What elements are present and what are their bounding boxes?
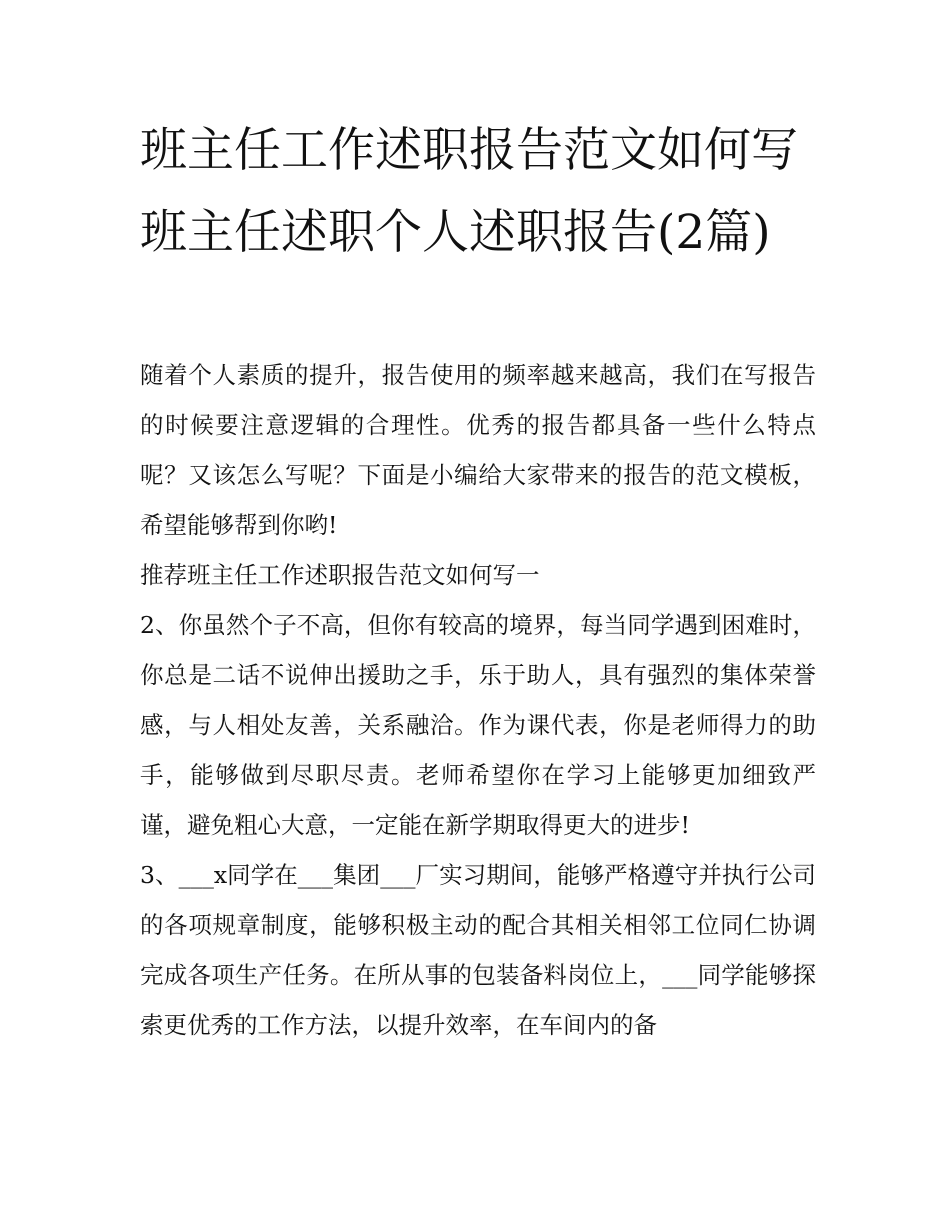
intro-paragraph: 随着个人素质的提升，报告使用的频率越来越高，我们在写报告的时候要注意逻辑的合理性。优秀的报告都具备一些什么特点呢？又该怎么写呢？下面是小编给大家带来的报告的范文模板，希望能够帮到你哟! (140, 361, 816, 539)
section-heading: 推荐班主任工作述职报告范文如何写一 (140, 561, 540, 589)
document-title: 班主任工作述职报告范文如何写 班主任述职个人述职报告(2篇) (140, 123, 798, 260)
document-body (140, 350, 816, 1050)
body-paragraph: 2、你虽然个子不高，但你有较高的境界，每当同学遇到困难时，你总是二话不说伸出援助之手，乐于助人，具有强烈的集体荣誉感，与人相处友善，关系融洽。作为课代表，你是老师得力的助手，能够做到尽职尽责。老师希望你在学习上能够更加细致严谨，避免粗心大意，一定能在新学期取得更大的进步! (140, 611, 816, 839)
body-paragraph: 3、___x同学在___集团___厂实习期间，能够严格遵守并执行公司的各项规章制度，能够积极主动的配合其相关相邻工位同仁协调完成各项生产任务。在所从事的包装备料岗位上，___同学能够探索更优秀的工作方法，以提升效率，在车间内的备 (140, 861, 816, 1039)
